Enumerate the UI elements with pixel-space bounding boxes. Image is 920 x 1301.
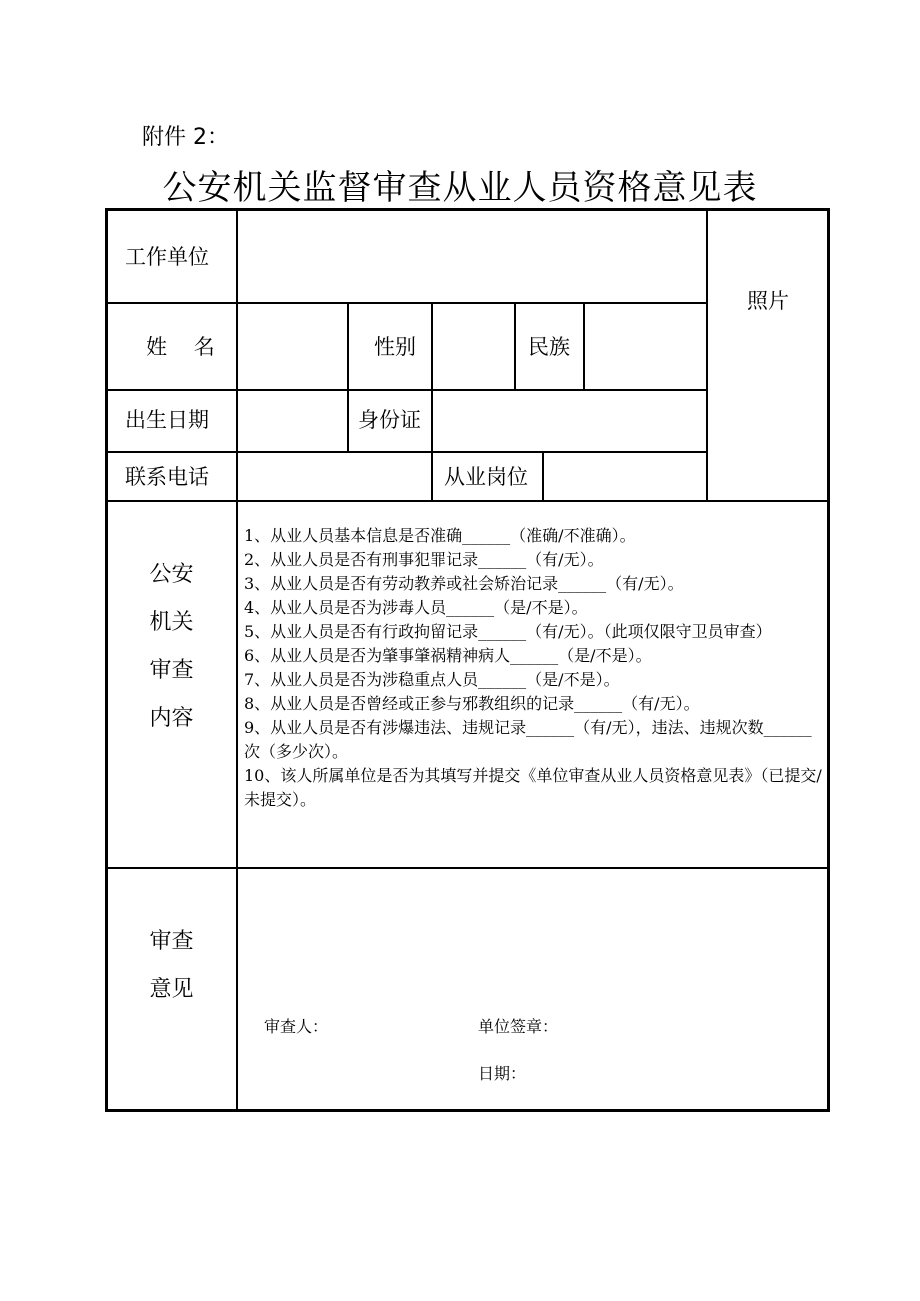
position-label: 从业岗位 <box>444 465 528 489</box>
review-items-list <box>244 524 824 812</box>
review-content-label-line: 内容 <box>149 706 194 731</box>
review-opinion-label <box>107 918 236 1014</box>
birth-date-label: 出生日期 <box>125 408 209 432</box>
review-content-label-line: 审查 <box>149 658 194 683</box>
divider-r2-d <box>583 303 585 390</box>
divider-label-col <box>236 210 238 1110</box>
phone-label: 联系电话 <box>125 465 209 489</box>
position-field[interactable] <box>546 455 704 498</box>
birth-date-field[interactable] <box>240 393 345 449</box>
unit-seal-label: 单位签章： <box>478 1017 559 1036</box>
work-unit-field[interactable] <box>240 212 704 300</box>
review-content-label-line: 机关 <box>149 610 194 635</box>
divider-r2-b <box>431 303 433 501</box>
review-opinion-label-line: 意见 <box>149 977 194 1002</box>
work-unit-label: 工作单位 <box>125 245 209 269</box>
divider-r4 <box>542 452 544 501</box>
date-label: 日期： <box>478 1064 527 1083</box>
table-border-top <box>105 208 830 211</box>
review-item: 10、该人所属单位是否为其填写并提交《单位审查从业人员资格意见表》（已提交/未提交）。 <box>244 766 822 809</box>
divider-r2-a <box>347 303 349 451</box>
gender-field[interactable] <box>435 306 512 387</box>
review-opinion-label-line: 审查 <box>149 929 194 954</box>
table-border-right <box>827 208 830 1112</box>
row-line-4 <box>107 500 829 502</box>
row-line-5 <box>107 867 829 869</box>
review-item: 4、从业人员是否为涉毒人员______（是/不是）。 <box>244 598 588 617</box>
divider-photo-col <box>706 210 708 502</box>
review-item: 5、从业人员是否有行政拘留记录______（有/无）。（此项仅限守卫员审查） <box>244 622 772 641</box>
row-line-2 <box>107 389 708 391</box>
row-line-3 <box>107 451 708 453</box>
review-opinion-field[interactable] <box>240 871 825 1001</box>
table-border-bottom <box>105 1109 830 1112</box>
photo-field[interactable] <box>710 212 825 499</box>
review-item: 9、从业人员是否有涉爆违法、违规记录______（有/无），违法、违规次数______次（多少次）。 <box>244 718 812 761</box>
review-item: 8、从业人员是否曾经或正参与邪教组织的记录______（有/无）。 <box>244 694 700 713</box>
name-label: 姓 名 <box>146 335 215 359</box>
ethnicity-label: 民族 <box>528 335 570 359</box>
ethnicity-field[interactable] <box>587 306 704 387</box>
divider-r2-c <box>514 303 516 390</box>
review-item: 1、从业人员基本信息是否准确______（准确/不准确）。 <box>244 526 636 545</box>
review-content-label <box>107 551 236 743</box>
review-item: 7、从业人员是否为涉稳重点人员______（是/不是）。 <box>244 670 620 689</box>
reviewer-label: 审查人： <box>264 1017 329 1036</box>
review-item: 3、从业人员是否有劳动教养或社会矫治记录______（有/无）。 <box>244 574 684 593</box>
name-field[interactable] <box>240 306 345 387</box>
gender-label: 性别 <box>374 335 416 359</box>
page-title: 公安机关监督审查从业人员资格意见表 <box>162 168 758 208</box>
photo-label: 照片 <box>747 289 789 313</box>
attachment-label: 附件 2： <box>142 125 229 150</box>
phone-field[interactable] <box>240 455 429 498</box>
review-content-label-line: 公安 <box>149 562 194 587</box>
review-item: 2、从业人员是否有刑事犯罪记录______（有/无）。 <box>244 550 604 569</box>
id-card-label: 身份证 <box>358 408 421 432</box>
row-line-1 <box>107 302 708 304</box>
id-card-field[interactable] <box>435 393 704 449</box>
review-item: 6、从业人员是否为肇事肇祸精神病人______（是/不是）。 <box>244 646 652 665</box>
